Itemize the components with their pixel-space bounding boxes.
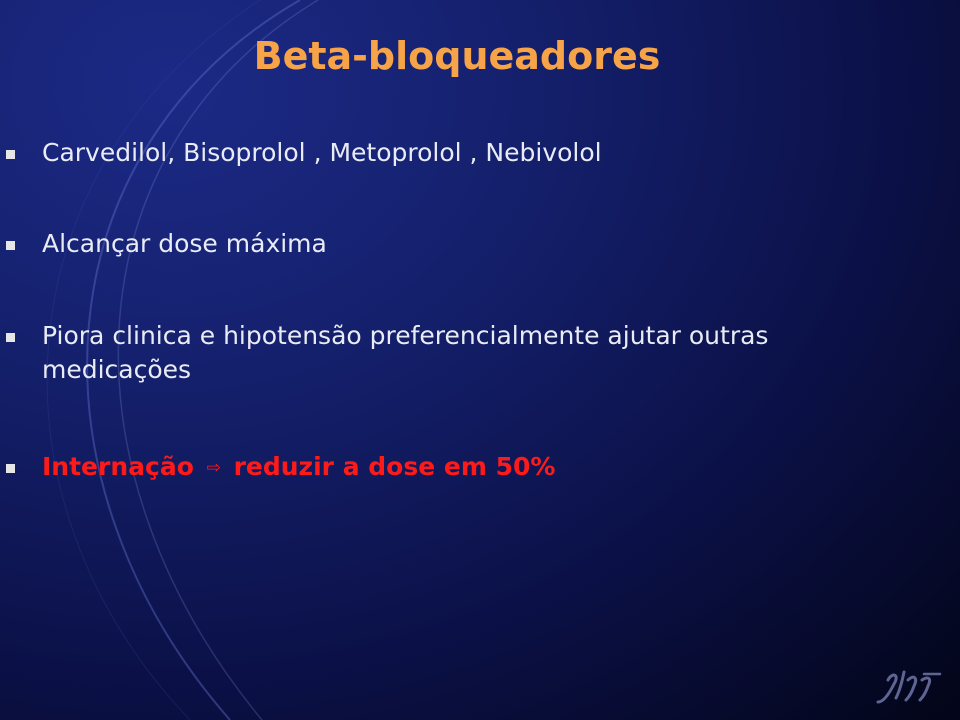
bullet-text-after: reduzir a dose em 50% [233, 452, 556, 481]
slide-title: Beta-bloqueadores [253, 34, 661, 78]
bullet-text: Alcançar dose máxima [42, 229, 327, 258]
signature-logo-icon [874, 666, 944, 706]
bullet-text: Piora clinica e hipotensão preferencialmente ajutar outras medicações [42, 321, 769, 384]
bullet-item-hospitalization [42, 450, 902, 485]
bullet-item-max-dose [42, 227, 902, 261]
bullet-text: Carvedilol, Bisoprolol , Metoprolol , Nebivolol [42, 138, 602, 167]
bullet-item-hypotension [42, 319, 902, 387]
square-bullet-icon [6, 150, 15, 159]
bullet-item-drugs [42, 136, 902, 170]
right-arrow-icon: ⇨ [206, 458, 221, 478]
square-bullet-icon [6, 464, 15, 473]
square-bullet-icon [6, 241, 15, 250]
square-bullet-icon [6, 333, 15, 342]
bullet-text-before: Internação [42, 452, 194, 481]
